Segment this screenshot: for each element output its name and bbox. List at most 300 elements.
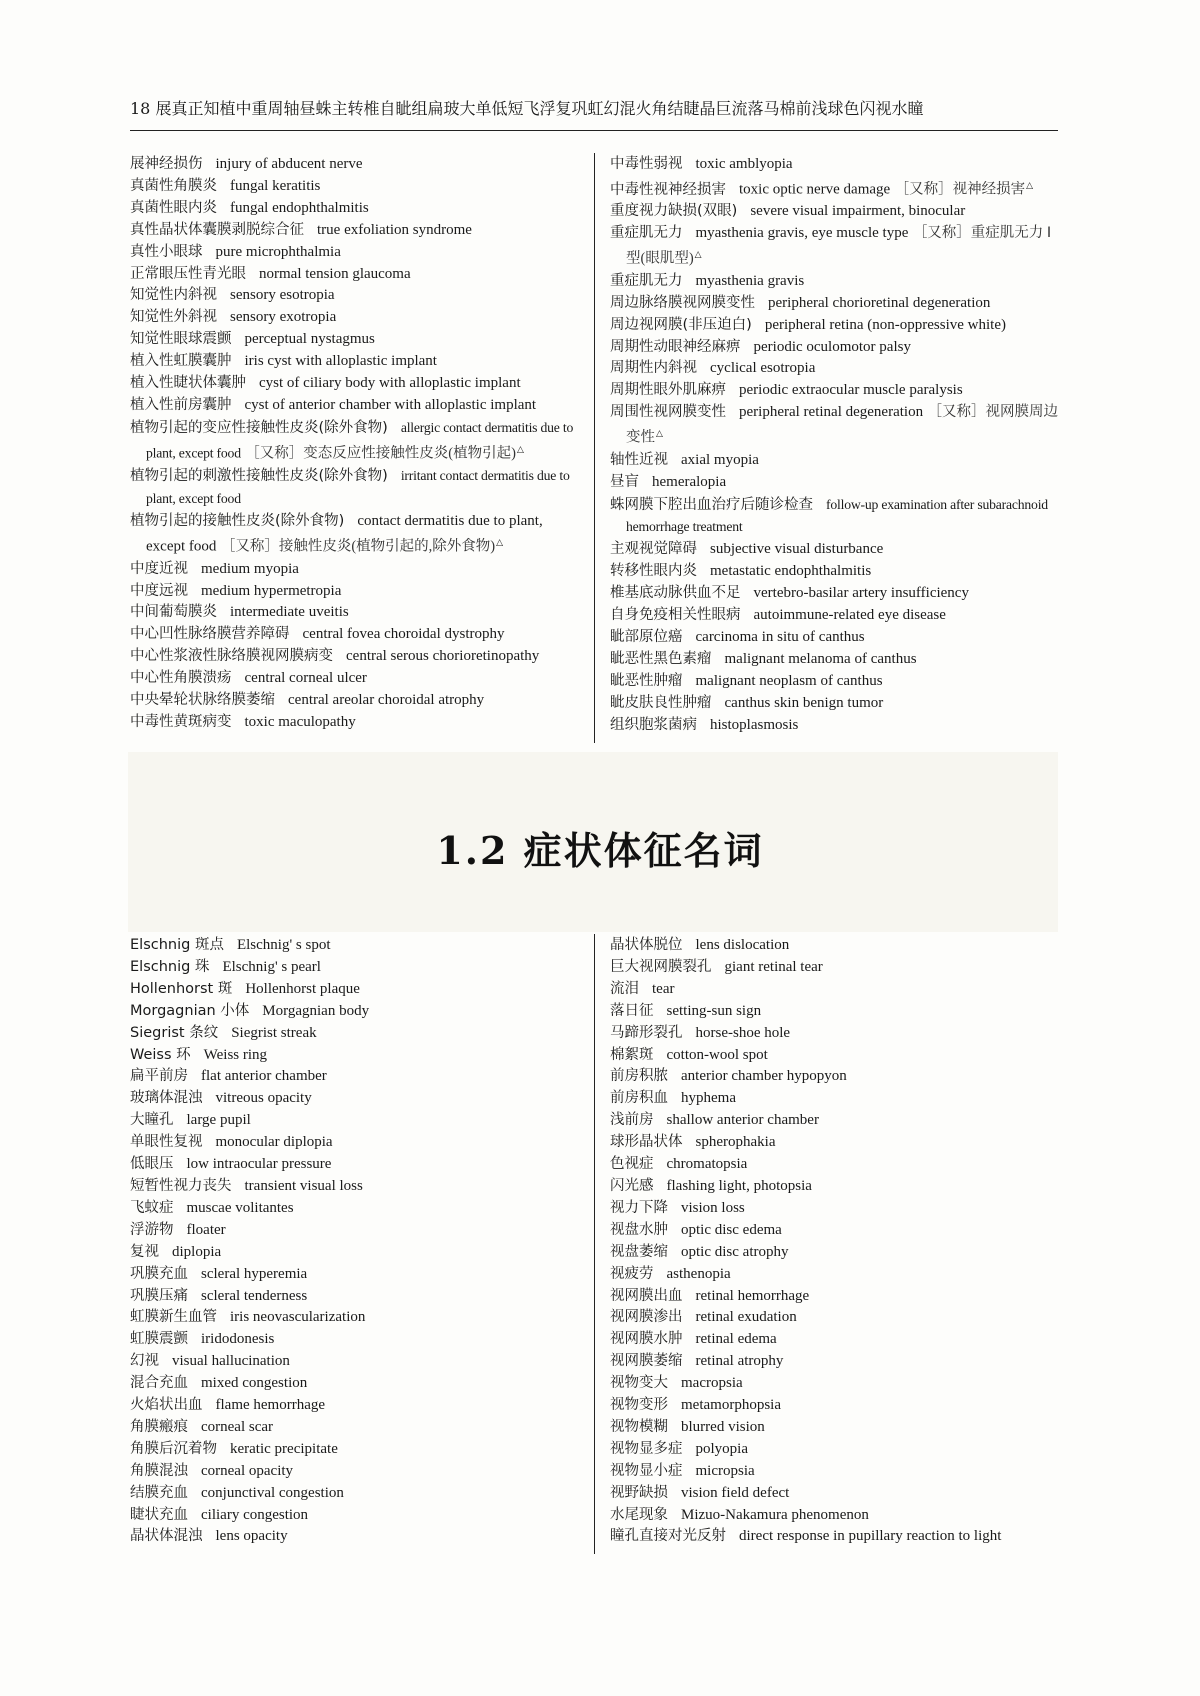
chinese-term: 中间葡萄膜炎	[130, 604, 217, 621]
english-term: Siegrist streak	[231, 1024, 317, 1041]
chinese-term: 低眼压	[130, 1156, 174, 1173]
column-divider	[594, 934, 595, 1554]
triangle-mark-icon: △	[656, 429, 663, 440]
english-term: central serous chorioretinopathy	[346, 648, 540, 665]
term-entry	[130, 581, 585, 603]
term-entry	[610, 583, 1065, 605]
chinese-term: 自身免疫相关性眼病	[610, 607, 741, 624]
chinese-term: 视疲劳	[610, 1265, 654, 1282]
chinese-term: 巩膜压痛	[130, 1287, 188, 1304]
chinese-term: 水尾现象	[610, 1506, 668, 1523]
term-entry	[130, 1395, 585, 1417]
english-term: muscae volitantes	[186, 1199, 294, 1216]
english-term: peripheral retinal degeneration	[739, 404, 924, 421]
chinese-term: 蛛网膜下腔出血治疗后随诊检查	[610, 496, 813, 513]
english-term: flame hemorrhage	[215, 1397, 326, 1414]
term-entry	[130, 198, 585, 220]
english-term: allergic contact dermatitis due to plant, except food	[146, 419, 574, 461]
english-term: keratic precipitate	[230, 1440, 338, 1457]
chinese-term: 周围性视网膜变性	[610, 404, 726, 421]
english-term: cyst of anterior chamber with alloplastic implant	[244, 396, 537, 413]
chinese-term: 知觉性外斜视	[130, 309, 217, 326]
term-entry	[130, 395, 585, 417]
term-entry	[130, 511, 585, 558]
chinese-term: 前房积血	[610, 1090, 668, 1107]
english-term: carcinoma in situ of canthus	[695, 629, 865, 645]
english-term: tear	[652, 980, 675, 997]
english-term: horse-shoe hole	[695, 1024, 791, 1041]
english-term: optic disc edema	[681, 1221, 782, 1238]
term-entry	[130, 1176, 585, 1198]
term-entry	[610, 201, 1065, 223]
chinese-term: 中毒性黄斑病变	[130, 713, 232, 730]
term-entry	[130, 935, 585, 957]
term-entry	[130, 1198, 585, 1220]
term-entry	[610, 223, 1065, 270]
term-entry	[130, 1242, 585, 1264]
chinese-term: 晶状体混浊	[130, 1528, 203, 1545]
chinese-term: 中心性浆液性脉络膜视网膜病变	[130, 648, 333, 665]
term-entry	[610, 1461, 1065, 1483]
term-entry	[610, 1045, 1065, 1067]
english-term: anterior chamber hypopyon	[681, 1068, 847, 1085]
term-entry	[610, 1001, 1065, 1023]
english-term: large pupil	[186, 1112, 251, 1129]
english-term: injury of abducent nerve	[215, 156, 363, 172]
chinese-term: Siegrist 条纹	[130, 1024, 219, 1041]
term-entry	[130, 957, 585, 979]
chinese-term: 中毒性弱视	[610, 156, 683, 172]
term-entry	[610, 1417, 1065, 1439]
term-entry	[610, 154, 1065, 176]
english-term: fungal keratitis	[230, 177, 321, 194]
term-entry	[610, 176, 1065, 202]
chinese-term: 火焰状出血	[130, 1397, 203, 1414]
chinese-term: Hollenhorst 斑	[130, 980, 233, 997]
chinese-term: 视物显小症	[610, 1462, 683, 1479]
chinese-term: 椎基底动脉供血不足	[610, 585, 741, 602]
chinese-term: 视物变大	[610, 1375, 668, 1392]
chinese-term: 视盘萎缩	[610, 1243, 668, 1260]
term-entry	[610, 1220, 1065, 1242]
english-term: iris neovascularization	[230, 1309, 366, 1326]
chinese-term: 周期性眼外肌麻痹	[610, 382, 726, 399]
chinese-term: 色视症	[610, 1156, 654, 1173]
english-term: myasthenia gravis	[695, 272, 805, 289]
english-term: macropsia	[681, 1375, 743, 1392]
term-entry	[130, 1154, 585, 1176]
english-term: cyclical esotropia	[710, 360, 816, 377]
english-term: pure microphthalmia	[215, 243, 341, 260]
english-term: scleral tenderness	[201, 1287, 308, 1304]
term-entry	[130, 979, 585, 1001]
term-entry	[610, 671, 1065, 693]
english-term: chromatopsia	[666, 1156, 748, 1173]
english-term: spherophakia	[695, 1134, 776, 1151]
term-entry	[130, 624, 585, 646]
chinese-term: 浮游物	[130, 1221, 174, 1238]
english-term: hyphema	[681, 1090, 736, 1107]
term-entry	[610, 539, 1065, 561]
english-term: malignant melanoma of canthus	[724, 650, 917, 667]
chinese-term: 昼盲	[610, 473, 639, 490]
english-term: iris cyst with alloplastic implant	[244, 353, 437, 370]
term-entry	[130, 329, 585, 351]
term-entry	[130, 154, 585, 176]
english-term: monocular diplopia	[215, 1134, 333, 1151]
english-term: perceptual nystagmus	[244, 331, 375, 348]
chinese-term: 巩膜充血	[130, 1265, 188, 1282]
term-entry	[130, 465, 585, 511]
english-term: subjective visual disturbance	[710, 541, 884, 558]
chinese-term: 中心性角膜溃疡	[130, 670, 232, 687]
english-term: corneal scar	[201, 1418, 274, 1435]
chinese-term: 球形晶状体	[610, 1134, 683, 1151]
chinese-term: 视网膜出血	[610, 1287, 683, 1304]
term-entry	[610, 293, 1065, 315]
english-term: Weiss ring	[203, 1046, 268, 1063]
term-entry	[610, 1023, 1065, 1045]
chinese-term: 周边脉络膜视网膜变性	[610, 294, 755, 311]
triangle-mark-icon: △	[496, 538, 504, 549]
english-term: true exfoliation syndrome	[317, 221, 472, 238]
english-term: lens opacity	[215, 1528, 288, 1545]
english-term: low intraocular pressure	[186, 1156, 332, 1173]
english-term: polyopia	[695, 1440, 748, 1457]
page-number: 18	[130, 99, 151, 118]
chinese-term: 展神经损伤	[130, 156, 203, 172]
english-term: ciliary congestion	[201, 1506, 309, 1523]
english-term: cotton-wool spot	[666, 1046, 768, 1063]
chinese-term: 角膜瘢痕	[130, 1418, 188, 1435]
chinese-term: 巨大视网膜裂孔	[610, 958, 712, 975]
chinese-term: 视盘水肿	[610, 1221, 668, 1238]
term-entry	[610, 1264, 1065, 1286]
term-entry	[610, 1154, 1065, 1176]
english-term: central fovea choroidal dystrophy	[302, 626, 505, 643]
chinese-term: 组织胞浆菌病	[610, 716, 697, 733]
chinese-term: 主观视觉障碍	[610, 541, 697, 558]
chinese-term: 植入性睫状体囊肿	[130, 375, 246, 392]
term-entry	[610, 957, 1065, 979]
english-term: flat anterior chamber	[201, 1068, 327, 1085]
term-entry	[130, 1439, 585, 1461]
running-head: 展真正知植中重周轴昼蛛主转椎自眦组扁玻大单低短飞浮复巩虹幻混火角结睫晶巨流落马棉前浅球色闪视水瞳	[155, 99, 924, 118]
chinese-term: 中度远视	[130, 582, 188, 599]
term-entry	[610, 380, 1065, 402]
english-term: blurred vision	[681, 1418, 765, 1435]
english-term: metastatic endophthalmitis	[710, 563, 872, 580]
chinese-term: 瞳孔直接对光反射	[610, 1528, 726, 1545]
term-entry	[130, 242, 585, 264]
term-entry	[610, 979, 1065, 1001]
term-entry	[130, 220, 585, 242]
term-entry	[610, 358, 1065, 380]
alias-note: ［又称］重症肌无力 Ⅰ型(眼肌型)	[626, 225, 1052, 267]
chinese-term: Elschnig 斑点	[130, 937, 224, 953]
chinese-term: 角膜混浊	[130, 1462, 188, 1479]
chinese-term: 重度视力缺损(双眼)	[610, 203, 738, 220]
english-term: fungal endophthalmitis	[230, 199, 369, 216]
term-entry	[130, 690, 585, 712]
column-divider	[594, 153, 595, 743]
term-entry	[130, 712, 585, 734]
chinese-term: 扁平前房	[130, 1068, 188, 1085]
chinese-term: 视物变形	[610, 1397, 668, 1414]
english-term: retinal atrophy	[695, 1353, 784, 1370]
term-entry	[610, 605, 1065, 627]
chinese-term: 中心凹性脉络膜营养障碍	[130, 626, 290, 643]
alias-note: ［又称］视神经损害	[894, 181, 1026, 198]
chinese-term: 晶状体脱位	[610, 937, 683, 953]
english-term: peripheral retina (non-oppressive white)	[764, 316, 1006, 333]
english-term: flashing light, photopsia	[666, 1177, 812, 1194]
term-entry	[130, 1110, 585, 1132]
term-entry	[130, 307, 585, 329]
chinese-term: 中度近视	[130, 560, 188, 577]
term-entry	[130, 373, 585, 395]
chinese-term: 单眼性复视	[130, 1134, 203, 1151]
term-entry	[130, 351, 585, 373]
english-term: malignant neoplasm of canthus	[695, 672, 883, 689]
term-entry	[610, 1439, 1065, 1461]
english-term: Morgagnian body	[262, 1002, 370, 1019]
english-term: canthus skin benign tumor	[724, 694, 884, 711]
term-entry	[610, 1329, 1065, 1351]
english-term: central corneal ulcer	[244, 670, 367, 687]
chinese-term: 真性晶状体囊膜剥脱综合征	[130, 221, 304, 238]
term-entry	[610, 1088, 1065, 1110]
term-entry	[610, 1176, 1065, 1198]
term-entry	[610, 1198, 1065, 1220]
triangle-mark-icon: △	[694, 250, 702, 261]
chinese-term: 转移性眼内炎	[610, 563, 697, 580]
term-entry	[610, 315, 1065, 337]
chinese-term: 棉絮斑	[610, 1046, 654, 1063]
term-entry	[130, 1307, 585, 1329]
english-term: contact dermatitis due to plant, except food	[146, 513, 543, 555]
english-term: sensory esotropia	[230, 287, 335, 304]
term-entry	[610, 472, 1065, 494]
chinese-term: 中央晕轮状脉络膜萎缩	[130, 692, 275, 709]
term-entry	[130, 1023, 585, 1045]
chinese-term: 眦恶性肿瘤	[610, 672, 683, 689]
term-entry	[130, 285, 585, 307]
chinese-term: 玻璃体混浊	[130, 1090, 203, 1107]
term-entry	[130, 1373, 585, 1395]
chinese-term: 周期性内斜视	[610, 360, 697, 377]
section1-right-column	[610, 154, 1065, 737]
term-entry	[130, 668, 585, 690]
term-entry	[610, 1307, 1065, 1329]
english-term: setting-sun sign	[666, 1002, 762, 1019]
term-entry	[130, 1461, 585, 1483]
alias-note: ［又称］视网膜周边变性	[626, 404, 1059, 446]
chinese-term: 前房积脓	[610, 1068, 668, 1085]
english-term: vision field defect	[681, 1484, 790, 1501]
term-entry	[130, 1286, 585, 1308]
english-term: vitreous opacity	[215, 1090, 312, 1107]
chinese-term: 植物引起的变应性接触性皮炎(除外食物)	[130, 419, 388, 436]
chinese-term: 重症肌无力	[610, 272, 683, 289]
english-term: optic disc atrophy	[681, 1243, 789, 1260]
chinese-term: 中毒性视神经损害	[610, 181, 726, 198]
english-term: medium myopia	[201, 560, 299, 577]
header-text	[130, 96, 923, 119]
chinese-term: 轴性近视	[610, 451, 668, 468]
english-term: conjunctival congestion	[201, 1484, 344, 1501]
term-entry	[130, 1483, 585, 1505]
english-term: intermediate uveitis	[230, 604, 349, 621]
english-term: cyst of ciliary body with alloplastic implant	[259, 375, 521, 392]
chinese-term: 角膜后沉着物	[130, 1440, 217, 1457]
chinese-term: 视力下降	[610, 1199, 668, 1216]
chinese-term: 流泪	[610, 980, 639, 997]
english-term: periodic extraocular muscle paralysis	[739, 382, 963, 399]
section1-left-column	[130, 154, 585, 734]
chinese-term: 大瞳孔	[130, 1112, 174, 1129]
chinese-term: 植物引起的接触性皮炎(除外食物)	[130, 513, 345, 530]
english-term: histoplasmosis	[710, 716, 799, 733]
triangle-mark-icon: △	[1026, 180, 1034, 191]
term-entry	[610, 1395, 1065, 1417]
chinese-term: 结膜充血	[130, 1484, 188, 1501]
english-term: toxic amblyopia	[695, 156, 793, 172]
section2-left-column	[130, 935, 585, 1548]
term-entry	[130, 559, 585, 581]
term-entry	[130, 1001, 585, 1023]
english-term: autoimmune-related eye disease	[753, 607, 946, 624]
chinese-term: 视物模糊	[610, 1418, 668, 1435]
chinese-term: Weiss 环	[130, 1046, 191, 1063]
chinese-term: 虹膜新生血管	[130, 1309, 217, 1326]
english-term: giant retinal tear	[724, 958, 823, 975]
chinese-term: 周边视网膜(非压迫白)	[610, 316, 752, 333]
term-entry	[610, 1505, 1065, 1527]
term-entry	[130, 646, 585, 668]
term-entry	[610, 693, 1065, 715]
term-entry	[610, 1110, 1065, 1132]
term-entry	[610, 649, 1065, 671]
english-term: visual hallucination	[172, 1353, 290, 1370]
chinese-term: 重症肌无力	[610, 225, 683, 242]
english-term: vertebro-basilar artery insufficiency	[753, 585, 969, 602]
term-entry	[130, 1066, 585, 1088]
english-term: myasthenia gravis, eye muscle type	[695, 225, 909, 242]
term-entry	[610, 935, 1065, 957]
english-term: diplopia	[172, 1243, 222, 1260]
english-term: direct response in pupillary reaction to light	[739, 1528, 1002, 1545]
term-entry	[130, 1329, 585, 1351]
chinese-term: 周期性动眼神经麻痹	[610, 338, 741, 355]
chinese-term: 真菌性眼内炎	[130, 199, 217, 216]
term-entry	[610, 1242, 1065, 1264]
term-entry	[610, 494, 1065, 540]
english-term: central areolar choroidal atrophy	[288, 692, 485, 709]
term-entry	[130, 1264, 585, 1286]
section2-right-column	[610, 935, 1065, 1548]
english-term: sensory exotropia	[230, 309, 337, 326]
english-term: mixed congestion	[201, 1375, 308, 1392]
term-entry	[610, 402, 1065, 449]
english-term: iridodonesis	[201, 1331, 275, 1348]
chinese-term: 正常眼压性青光眼	[130, 265, 246, 282]
english-term: retinal exudation	[695, 1309, 797, 1326]
english-term: toxic maculopathy	[244, 713, 356, 730]
chinese-term: 混合充血	[130, 1375, 188, 1392]
chinese-term: 飞蚊症	[130, 1199, 174, 1216]
term-entry	[130, 602, 585, 624]
term-entry	[610, 337, 1065, 359]
chinese-term: 浅前房	[610, 1112, 654, 1129]
chinese-term: 视网膜渗出	[610, 1309, 683, 1326]
chinese-term: 真性小眼球	[130, 243, 203, 260]
english-term: retinal hemorrhage	[695, 1287, 810, 1304]
term-entry	[610, 561, 1065, 583]
english-term: Mizuo-Nakamura phenomenon	[681, 1506, 869, 1523]
term-entry	[610, 1066, 1065, 1088]
term-entry	[130, 417, 585, 465]
english-term: asthenopia	[666, 1265, 731, 1282]
english-term: corneal opacity	[201, 1462, 294, 1479]
english-term: irritant contact dermatitis due to plant, except food	[146, 468, 570, 507]
section-title: 1.2 症状体征名词	[436, 828, 764, 873]
chinese-term: 眦恶性黑色素瘤	[610, 650, 712, 667]
term-entry	[130, 1132, 585, 1154]
chinese-term: Elschnig 珠	[130, 958, 210, 975]
english-term: shallow anterior chamber	[666, 1112, 819, 1129]
chinese-term: Morgagnian 小体	[130, 1002, 250, 1019]
chinese-term: 视野缺损	[610, 1484, 668, 1501]
term-entry	[610, 1286, 1065, 1308]
english-term: severe visual impairment, binocular	[750, 203, 966, 220]
term-entry	[130, 1220, 585, 1242]
alias-note: ［又称］变态反应性接触性皮炎(植物引起)	[245, 445, 516, 462]
english-term: follow-up examination after subarachnoid hemorrhage treatment	[626, 496, 1048, 535]
english-term: medium hypermetropia	[201, 582, 342, 599]
chinese-term: 植入性前房囊肿	[130, 396, 232, 413]
chinese-term: 植物引起的刺激性接触性皮炎(除外食物)	[130, 468, 388, 485]
chinese-term: 虹膜震颤	[130, 1331, 188, 1348]
english-term: transient visual loss	[244, 1177, 363, 1194]
english-term: hemeralopia	[652, 473, 727, 490]
english-term: lens dislocation	[695, 937, 790, 953]
english-term: vision loss	[681, 1199, 745, 1216]
chinese-term: 闪光感	[610, 1177, 654, 1194]
chinese-term: 幻视	[130, 1353, 159, 1370]
chinese-term: 睫状充血	[130, 1506, 188, 1523]
english-term: retinal edema	[695, 1331, 777, 1348]
term-entry	[130, 176, 585, 198]
english-term: toxic optic nerve damage	[739, 181, 891, 198]
english-term: scleral hyperemia	[201, 1265, 308, 1282]
term-entry	[130, 1088, 585, 1110]
term-entry	[130, 1505, 585, 1527]
term-entry	[610, 715, 1065, 737]
chinese-term: 复视	[130, 1243, 159, 1260]
english-term: periodic oculomotor palsy	[753, 338, 911, 355]
chinese-term: 视网膜水肿	[610, 1331, 683, 1348]
term-entry	[610, 1526, 1065, 1548]
english-term: Elschnig' s pearl	[222, 958, 321, 975]
chinese-term: 知觉性内斜视	[130, 287, 217, 304]
term-entry	[130, 1417, 585, 1439]
term-entry	[130, 264, 585, 286]
chinese-term: 知觉性眼球震颤	[130, 331, 232, 348]
chinese-term: 短暂性视力丧失	[130, 1177, 232, 1194]
term-entry	[610, 1132, 1065, 1154]
english-term: Elschnig' s spot	[236, 937, 331, 953]
